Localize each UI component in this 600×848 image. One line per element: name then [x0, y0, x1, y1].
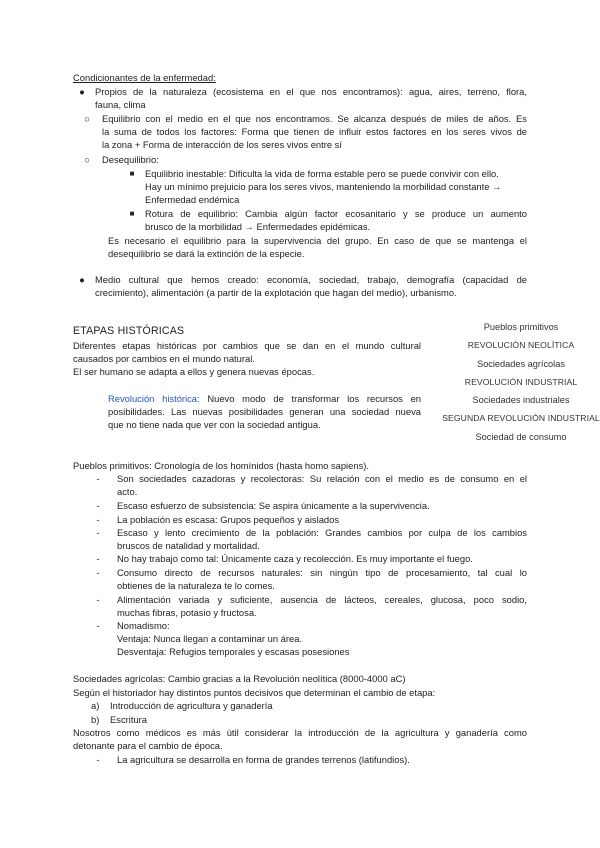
dash-icon: - [96, 594, 100, 605]
timeline-item: Sociedad de consumo [475, 431, 567, 442]
dash-icon: - [96, 567, 100, 578]
list-item: Alimentación variada y suficiente, ausencia de lácteos, cereales, glucosa, poco sodio, muchas fibras, potasio y fructosa. [117, 594, 527, 619]
bullet-icon: ● [79, 86, 85, 97]
section-heading: Sociedades agrícolas: Cambio gracias a la Revolución neolítica (8000-4000 aC) [73, 673, 406, 684]
timeline-item: REVOLUCIÓN INDUSTRIAL [464, 376, 578, 387]
dash-icon: - [96, 527, 100, 538]
list-item: Nomadismo: Ventaja: Nunca llegan a contaminar un área. Desventaja: Refugios temporales y escasas posesiones [117, 620, 350, 658]
list-item: Escaso esfuerzo de subsistencia: Se aspira únicamente a la supervivencia. [117, 500, 430, 511]
list-item: Medio cultural que hemos creado: economía, sociedad, trabajo, demografía (capacidad de crecimiento), alimentación (a partir de la explotación que hagan del medio), urbanismo. [95, 274, 527, 299]
paragraph: Diferentes etapas históricas por cambios que se dan en el mundo cultural causados por cambios en el mundo natural. El ser humano se adapta a ellos y genera nuevas épocas. [73, 340, 421, 378]
list-item: La agricultura se desarrolla en forma de grandes terrenos (latifundios). [117, 754, 410, 765]
list-item: Introducción de agricultura y ganadería [110, 700, 273, 711]
square-bullet-icon: ■ [129, 209, 135, 218]
bullet-icon: ● [79, 274, 85, 285]
list-item: Consumo directo de recursos naturales: sin ningún tipo de procesamiento, tal cual lo obtienes de la naturaleza te lo comes. [117, 567, 527, 592]
list-item: Propios de la naturaleza (ecosistema en el que nos encontramos): agua, aires, terreno, flora, fauna, clima [95, 86, 527, 111]
list-item: Escaso y lento crecimiento de la población: Grandes cambios por culpa de los cambios bruscos de natalidad y mortalidad. [117, 527, 527, 552]
historical-timeline [440, 318, 600, 446]
timeline-item: Sociedades agrícolas [477, 358, 565, 369]
circle-bullet-icon: ○ [84, 154, 90, 165]
circle-bullet-icon: ○ [84, 113, 90, 124]
dash-icon: - [96, 473, 100, 484]
list-marker: b) [91, 714, 100, 725]
dash-icon: - [96, 553, 100, 564]
list-item: No hay trabajo como tal: Únicamente caza y recolección. Es muy importante el fuego. [117, 553, 473, 564]
list-item: La población es escasa: Grupos pequeños y aislados [117, 514, 340, 525]
highlighted-term: Revolución histórica: [108, 393, 200, 404]
list-item: Rotura de equilibrio: Cambia algún factor ecosanitario y se produce un aumento brusco de la morbilidad → Enfermedades epidémicas. [145, 208, 527, 233]
paragraph: Es necesario el equilibrio para la supervivencia del grupo. En caso de que se mantenga el desequilibrio se dará la extinción de la especie. [108, 235, 527, 260]
list-item: Escritura [110, 714, 147, 725]
section-title: ETAPAS HISTÓRICAS [73, 325, 185, 337]
section-heading: Condicionantes de la enfermedad: [73, 72, 216, 83]
timeline-item: Pueblos primitivos [483, 322, 559, 332]
list-item: Equilibrio inestable: Dificulta la vida de forma estable pero se puede convivir con ello. Hay un mínimo prejuicio para los seres vivos, manteniendo la morbilidad constante → Enfermedad endémica [145, 168, 502, 206]
dash-icon: - [96, 620, 100, 631]
section-heading: Pueblos primitivos: Cronología de los homínidos (hasta homo sapiens). [73, 460, 369, 471]
dash-icon: - [96, 754, 100, 765]
square-bullet-icon: ■ [129, 169, 135, 178]
paragraph: Nosotros como médicos es más útil considerar la introducción de la agricultura y ganadería como detonante para el cambio de época. [73, 727, 527, 752]
paragraph: Revolución histórica: Nuevo modo de transformar los recursos en posibilidades. Las nuevas posibilidades generan una sociedad nueva que no tiene nada que ver con la sociedad antigua. [108, 393, 421, 431]
list-item: Desequilibrio: [102, 154, 159, 165]
paragraph: Según el historiador hay distintos puntos decisivos que determinan el cambio de etapa: [73, 687, 436, 698]
list-item: Son sociedades cazadoras y recolectoras: Su relación con el medio es de consumo en el acto. [117, 473, 527, 498]
dash-icon: - [96, 500, 100, 511]
list-item: Equilibrio con el medio en el que nos encontramos. Se alcanza después de miles de años. Es la suma de todos los factores: Forma que tienen de influir estos factores en los seres vivos de la zona + Forma de interacción de los seres vivos entre sí [102, 113, 527, 151]
dash-icon: - [96, 514, 100, 525]
timeline-item: Sociedades industriales [472, 395, 570, 406]
timeline-item: SEGUNDA REVOLUCIÓN INDUSTRIAL [442, 413, 600, 424]
timeline-item: REVOLUCIÓN NEOLÍTICA [467, 340, 575, 351]
list-marker: a) [91, 700, 100, 711]
